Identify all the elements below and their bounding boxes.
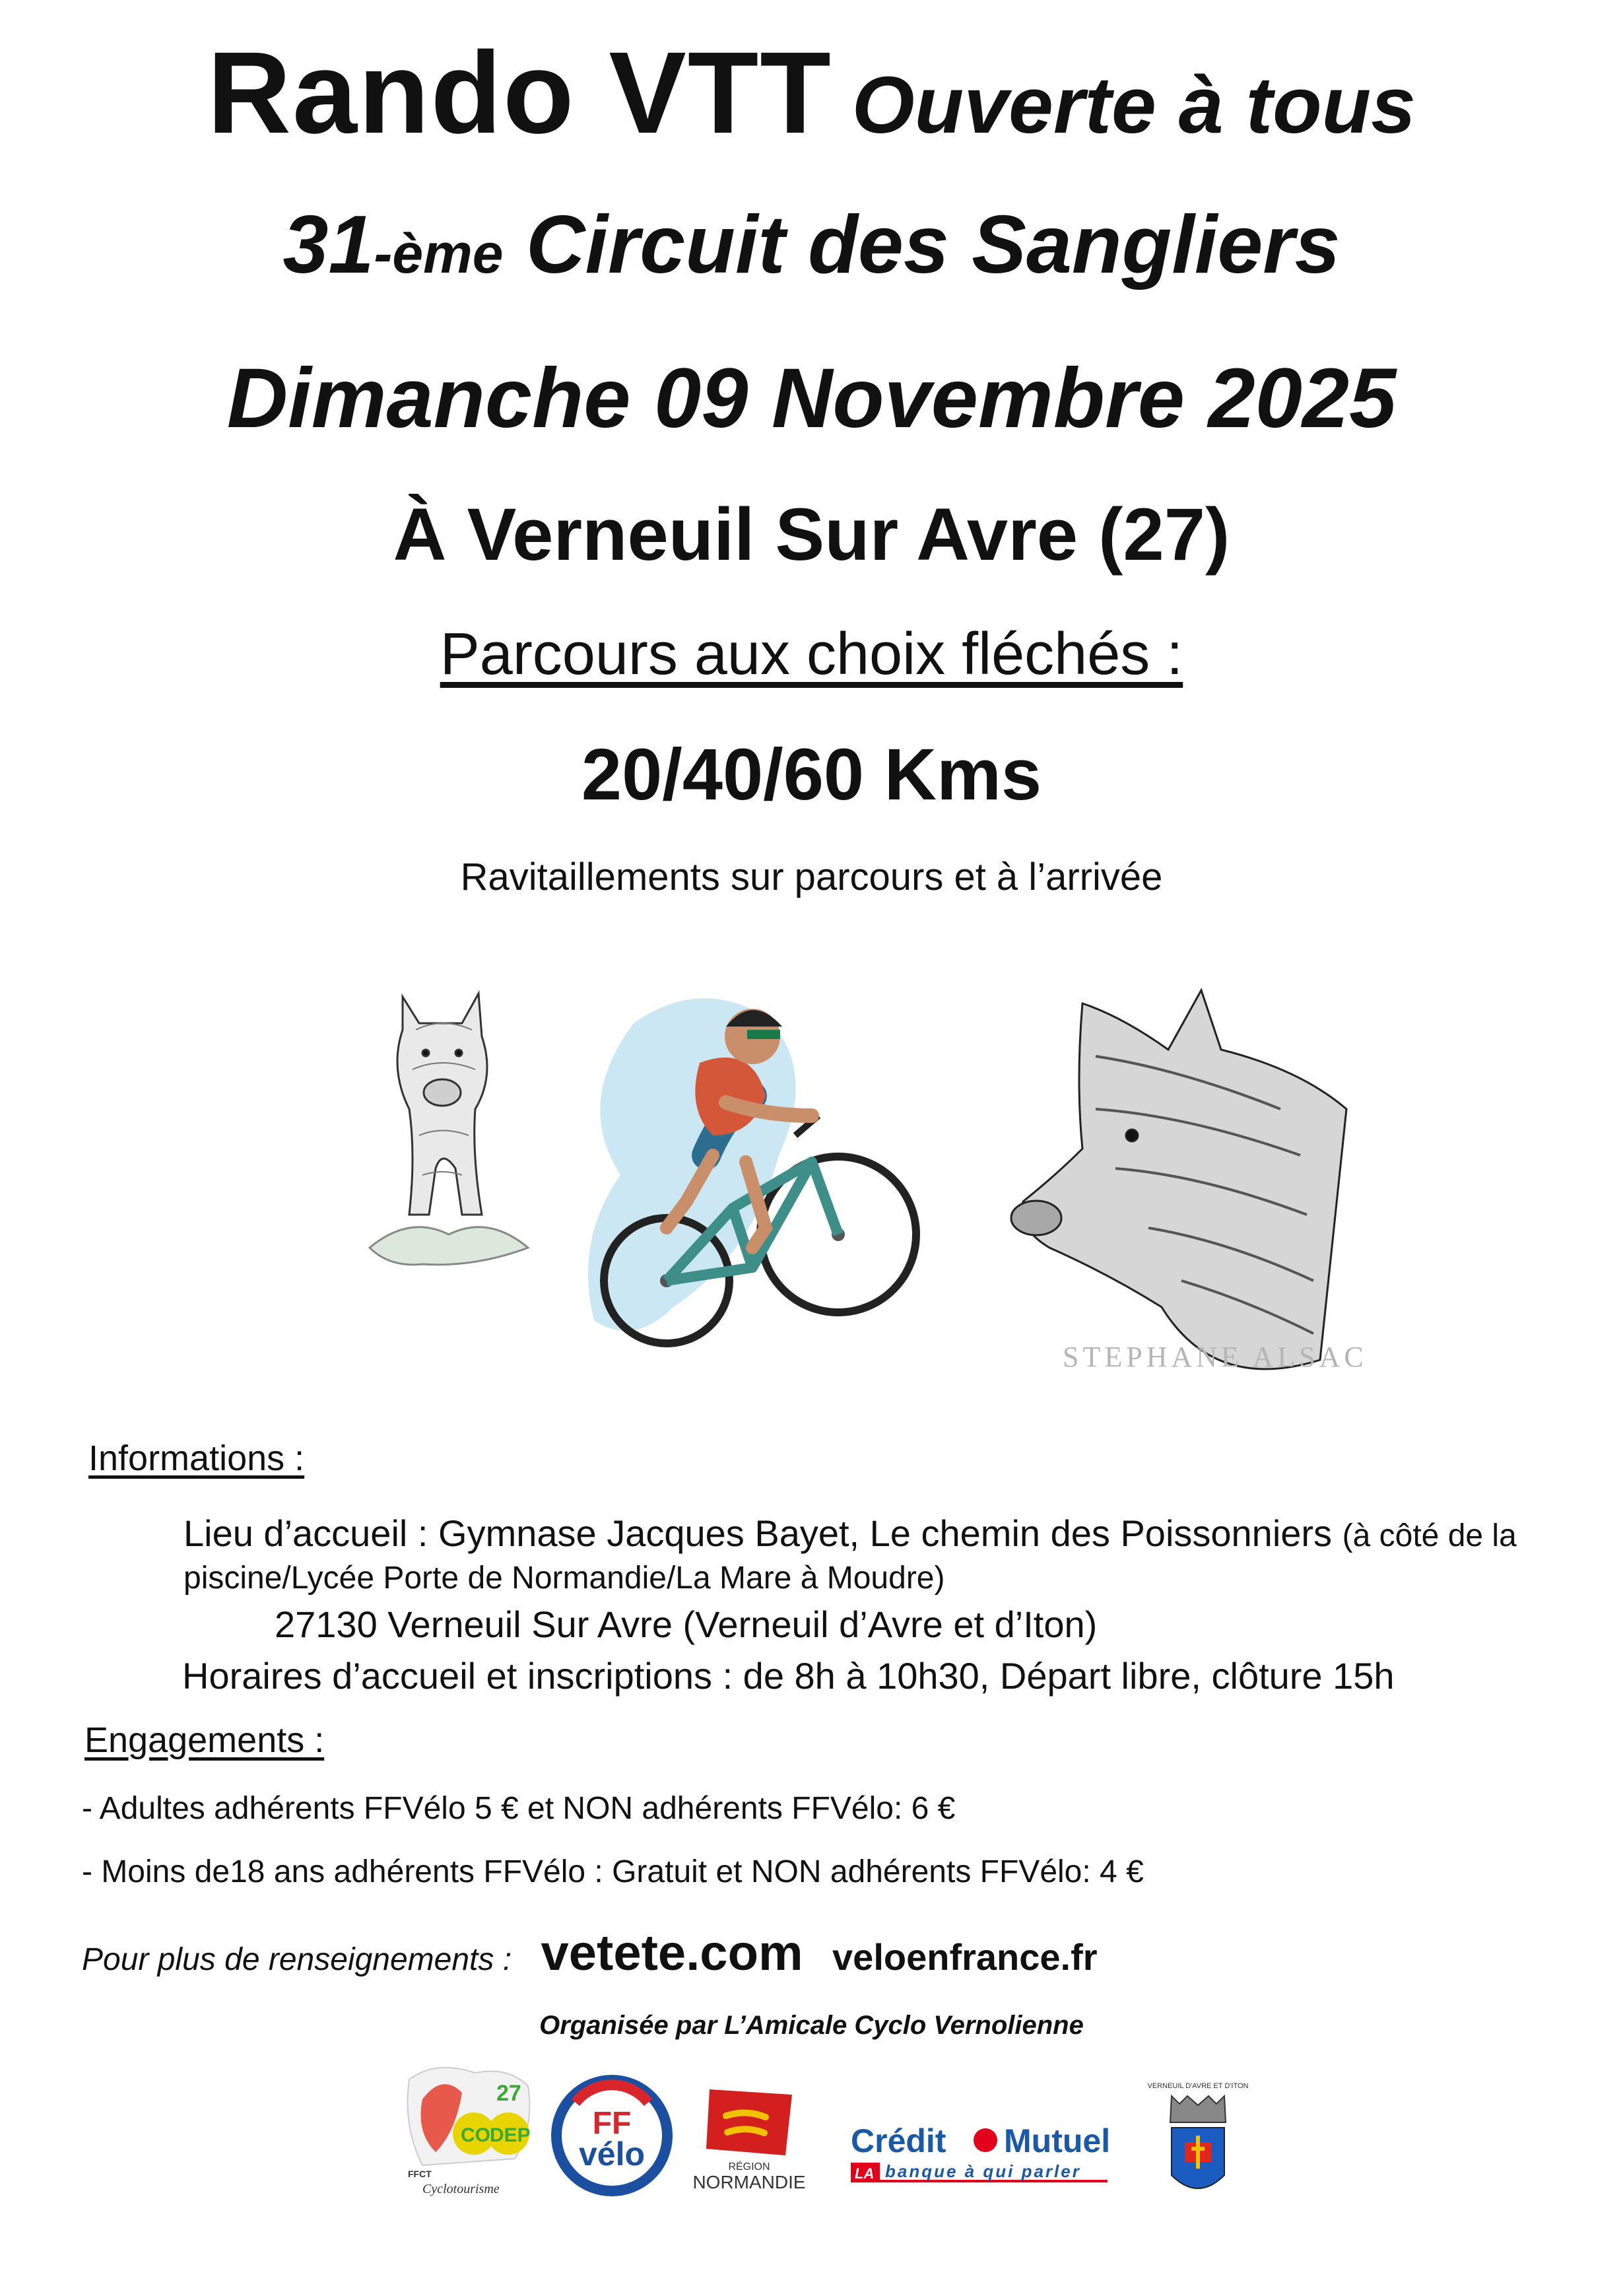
venue-address: 27130 Verneuil Sur Avre (Verneuil d’Avre et d’Iton) [275,1604,1098,1645]
fee-minors: - Moins de18 ans adhérents FFVélo : Gratuit et NON adhérents FFVélo: 4 € [82,1854,1144,1889]
credit-mutuel-logo [848,2119,1125,2192]
informations-heading: Informations : [88,1438,305,1478]
venue-line [183,1512,1517,1555]
edition-suffix: -ème [374,222,504,285]
normandie-region: RÉGION [728,2161,770,2173]
credit-mutuel-slogan: banque à qui parler [885,2161,1081,2181]
edition-number: 31 [282,199,374,290]
codep-co: CO [461,2124,490,2146]
event-date: Dimanche 09 Novembre 2025 [226,351,1397,446]
contact-label: Pour plus de renseignements : [82,1942,512,1977]
ffvelo-logo [549,2073,675,2198]
codep-dep: DEP [490,2124,531,2146]
codep27-logo [396,2060,541,2198]
wild-boar-standing-illustration [370,994,528,1265]
normandie-name: NORMANDIE [692,2172,806,2192]
normandie-logo [680,2083,818,2195]
codep-caption: Cyclotourisme [422,2182,500,2196]
venue-main: Lieu d’accueil : Gymnase Jacques Bayet, Le chemin des Poissonniers [183,1512,1333,1554]
fee-adults: - Adultes adhérents FFVélo 5 € et NON adhérents FFVélo: 6 € [82,1791,956,1826]
website-vetete[interactable]: vetete.com [541,1925,803,1981]
fees-heading: Engagements : [84,1720,325,1760]
mountain-biker-illustration [588,998,916,1343]
contact-line [82,1924,1098,1982]
event-title: Rando VTT [207,28,832,158]
venue-note-start: (à côté de la [1342,1518,1517,1553]
codep-number: 27 [496,2081,521,2106]
codep-ffct: FFCT [408,2169,432,2179]
event-place: À Verneuil Sur Avre (27) [393,493,1230,576]
credit-mutuel-mutuel: Mutuel [1004,2122,1111,2159]
event-name: Circuit des Sangliers [525,199,1341,290]
organizer: Organisée par L’Amicale Cyclo Vernolienne [539,2011,1084,2040]
event-subtitle: Ouverte à tous [851,60,1416,150]
opening-hours: Horaires d’accueil et inscriptions : de 8h à 10h30, Départ libre, clôture 15h [182,1655,1395,1697]
ffvelo-velo: vélo [578,2136,646,2173]
credit-mutuel-credit: Crédit [851,2122,946,2159]
artist-signature: STEPHANE ALSAC [1063,1341,1368,1373]
website-veloenfrance[interactable]: veloenfrance.fr [832,1936,1098,1978]
verneuil-coat-of-arms [1145,2076,1251,2208]
ffvelo-ff: FF [592,2106,632,2141]
supplies-note: Ravitaillements sur parcours et à l’arrivée [460,856,1163,898]
credit-mutuel-la: LA [855,2165,875,2182]
wild-boar-head-illustration [1011,990,1368,1373]
route-distances: 20/40/60 Kms [581,734,1042,815]
illustration [356,937,1386,1426]
title-line [0,26,1623,160]
venue-note: piscine/Lycée Porte de Normandie/La Mare à Moudre) [183,1561,945,1596]
edition-line [0,198,1623,292]
verneuil-caption: VERNEUIL D'AVRE ET D'ITON [1147,2082,1249,2090]
routes-heading: Parcours aux choix fléchés : [440,621,1183,687]
